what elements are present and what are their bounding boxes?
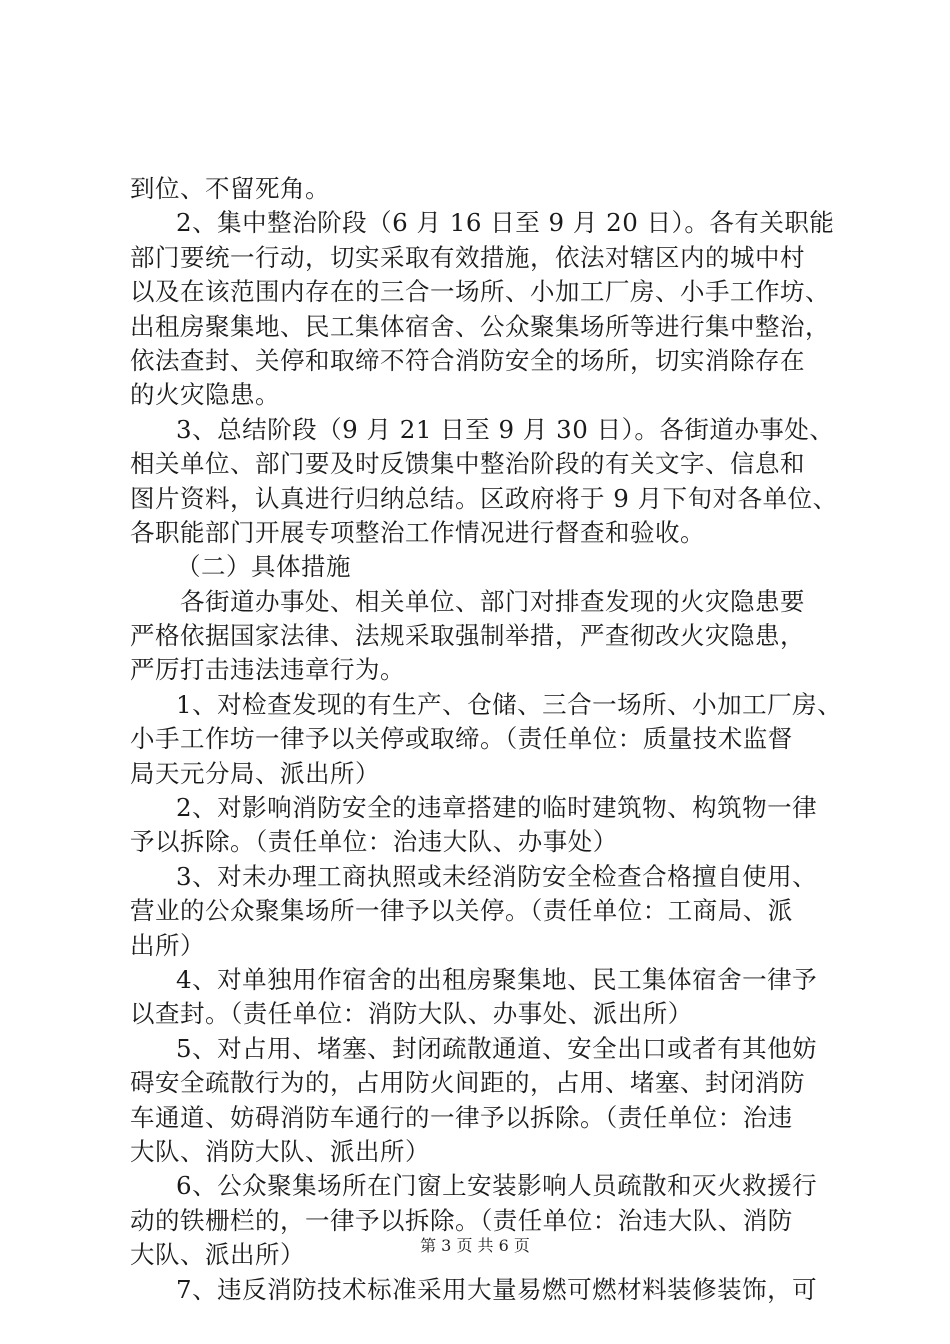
text-line: 出所） [130, 930, 205, 960]
text-line: 3、对未办理工商执照或未经消防安全检查合格擅自使用、 [176, 861, 818, 891]
text-line: 2、对影响消防安全的违章搭建的临时建筑物、构筑物一律 [176, 793, 818, 823]
text-line: 5、对占用、堵塞、封闭疏散通道、安全出口或者有其他妨 [176, 1033, 818, 1063]
text-line: 予以拆除。（责任单位：治违大队、办事处） [130, 827, 618, 857]
text-line: 大队、派出所） [130, 1240, 305, 1270]
text-line: 4、对单独用作宿舍的出租房聚集地、民工集体宿舍一律予 [176, 964, 818, 994]
text-line: 动的铁栅栏的，一律予以拆除。（责任单位：治违大队、消防 [130, 1205, 793, 1235]
text-line: 的火灾隐患。 [130, 380, 280, 410]
text-line: 大队、消防大队、派出所） [130, 1136, 430, 1166]
text-line: （二）具体措施 [176, 552, 351, 582]
document-body [130, 172, 843, 1307]
text-line: 部门要统一行动，切实采取有效措施，依法对辖区内的城中村 [130, 242, 805, 272]
text-line: 以查封。（责任单位：消防大队、办事处、派出所） [130, 999, 693, 1029]
text-line: 各街道办事处、相关单位、部门对排查发现的火灾隐患要 [180, 586, 805, 616]
text-line: 相关单位、部门要及时反馈集中整治阶段的有关文字、信息和 [130, 449, 805, 479]
text-line: 严格依据国家法律、法规采取强制举措，严查彻改火灾隐患， [130, 621, 805, 651]
text-line: 到位、不留死角。 [130, 174, 330, 203]
text-line: 以及在该范围内存在的三合一场所、小加工厂房、小手工作坊、 [130, 277, 830, 307]
text-line: 车通道、妨碍消防车通行的一律予以拆除。（责任单位：治违 [130, 1102, 793, 1132]
text-line: 图片资料，认真进行归纳总结。区政府将于 9 月下旬对各单位、 [130, 483, 838, 513]
text-line: 1、对检查发现的有生产、仓储、三合一场所、小加工厂房、 [176, 689, 843, 719]
page-footer: 第 3 页 共 6 页 [420, 1236, 530, 1255]
text-line: 小手工作坊一律予以关停或取缔。（责任单位：质量技术监督 [130, 724, 793, 754]
text-line: 3、总结阶段（9 月 21 日至 9 月 30 日）。各街道办事处、 [176, 414, 835, 444]
text-line: 严厉打击违法违章行为。 [130, 655, 405, 685]
text-line: 各职能部门开展专项整治工作情况进行督查和验收。 [130, 517, 705, 547]
text-line: 依法查封、关停和取缔不符合消防安全的场所，切实消除存在 [130, 345, 805, 375]
text-line: 7、违反消防技术标准采用大量易燃可燃材料装修装饰，可 [176, 1274, 818, 1304]
text-line: 碍安全疏散行为的，占用防火间距的，占用、堵塞、封闭消防 [130, 1068, 805, 1098]
text-line: 营业的公众聚集场所一律予以关停。（责任单位：工商局、派 [130, 896, 793, 926]
text-line: 出租房聚集地、民工集体宿舍、公众聚集场所等进行集中整治， [130, 311, 830, 341]
text-line: 2、集中整治阶段（6 月 16 日至 9 月 20 日）。各有关职能 [176, 208, 835, 238]
text-line: 6、公众聚集场所在门窗上安装影响人员疏散和灭火救援行 [176, 1171, 818, 1201]
text-line: 局天元分局、派出所） [130, 758, 380, 788]
